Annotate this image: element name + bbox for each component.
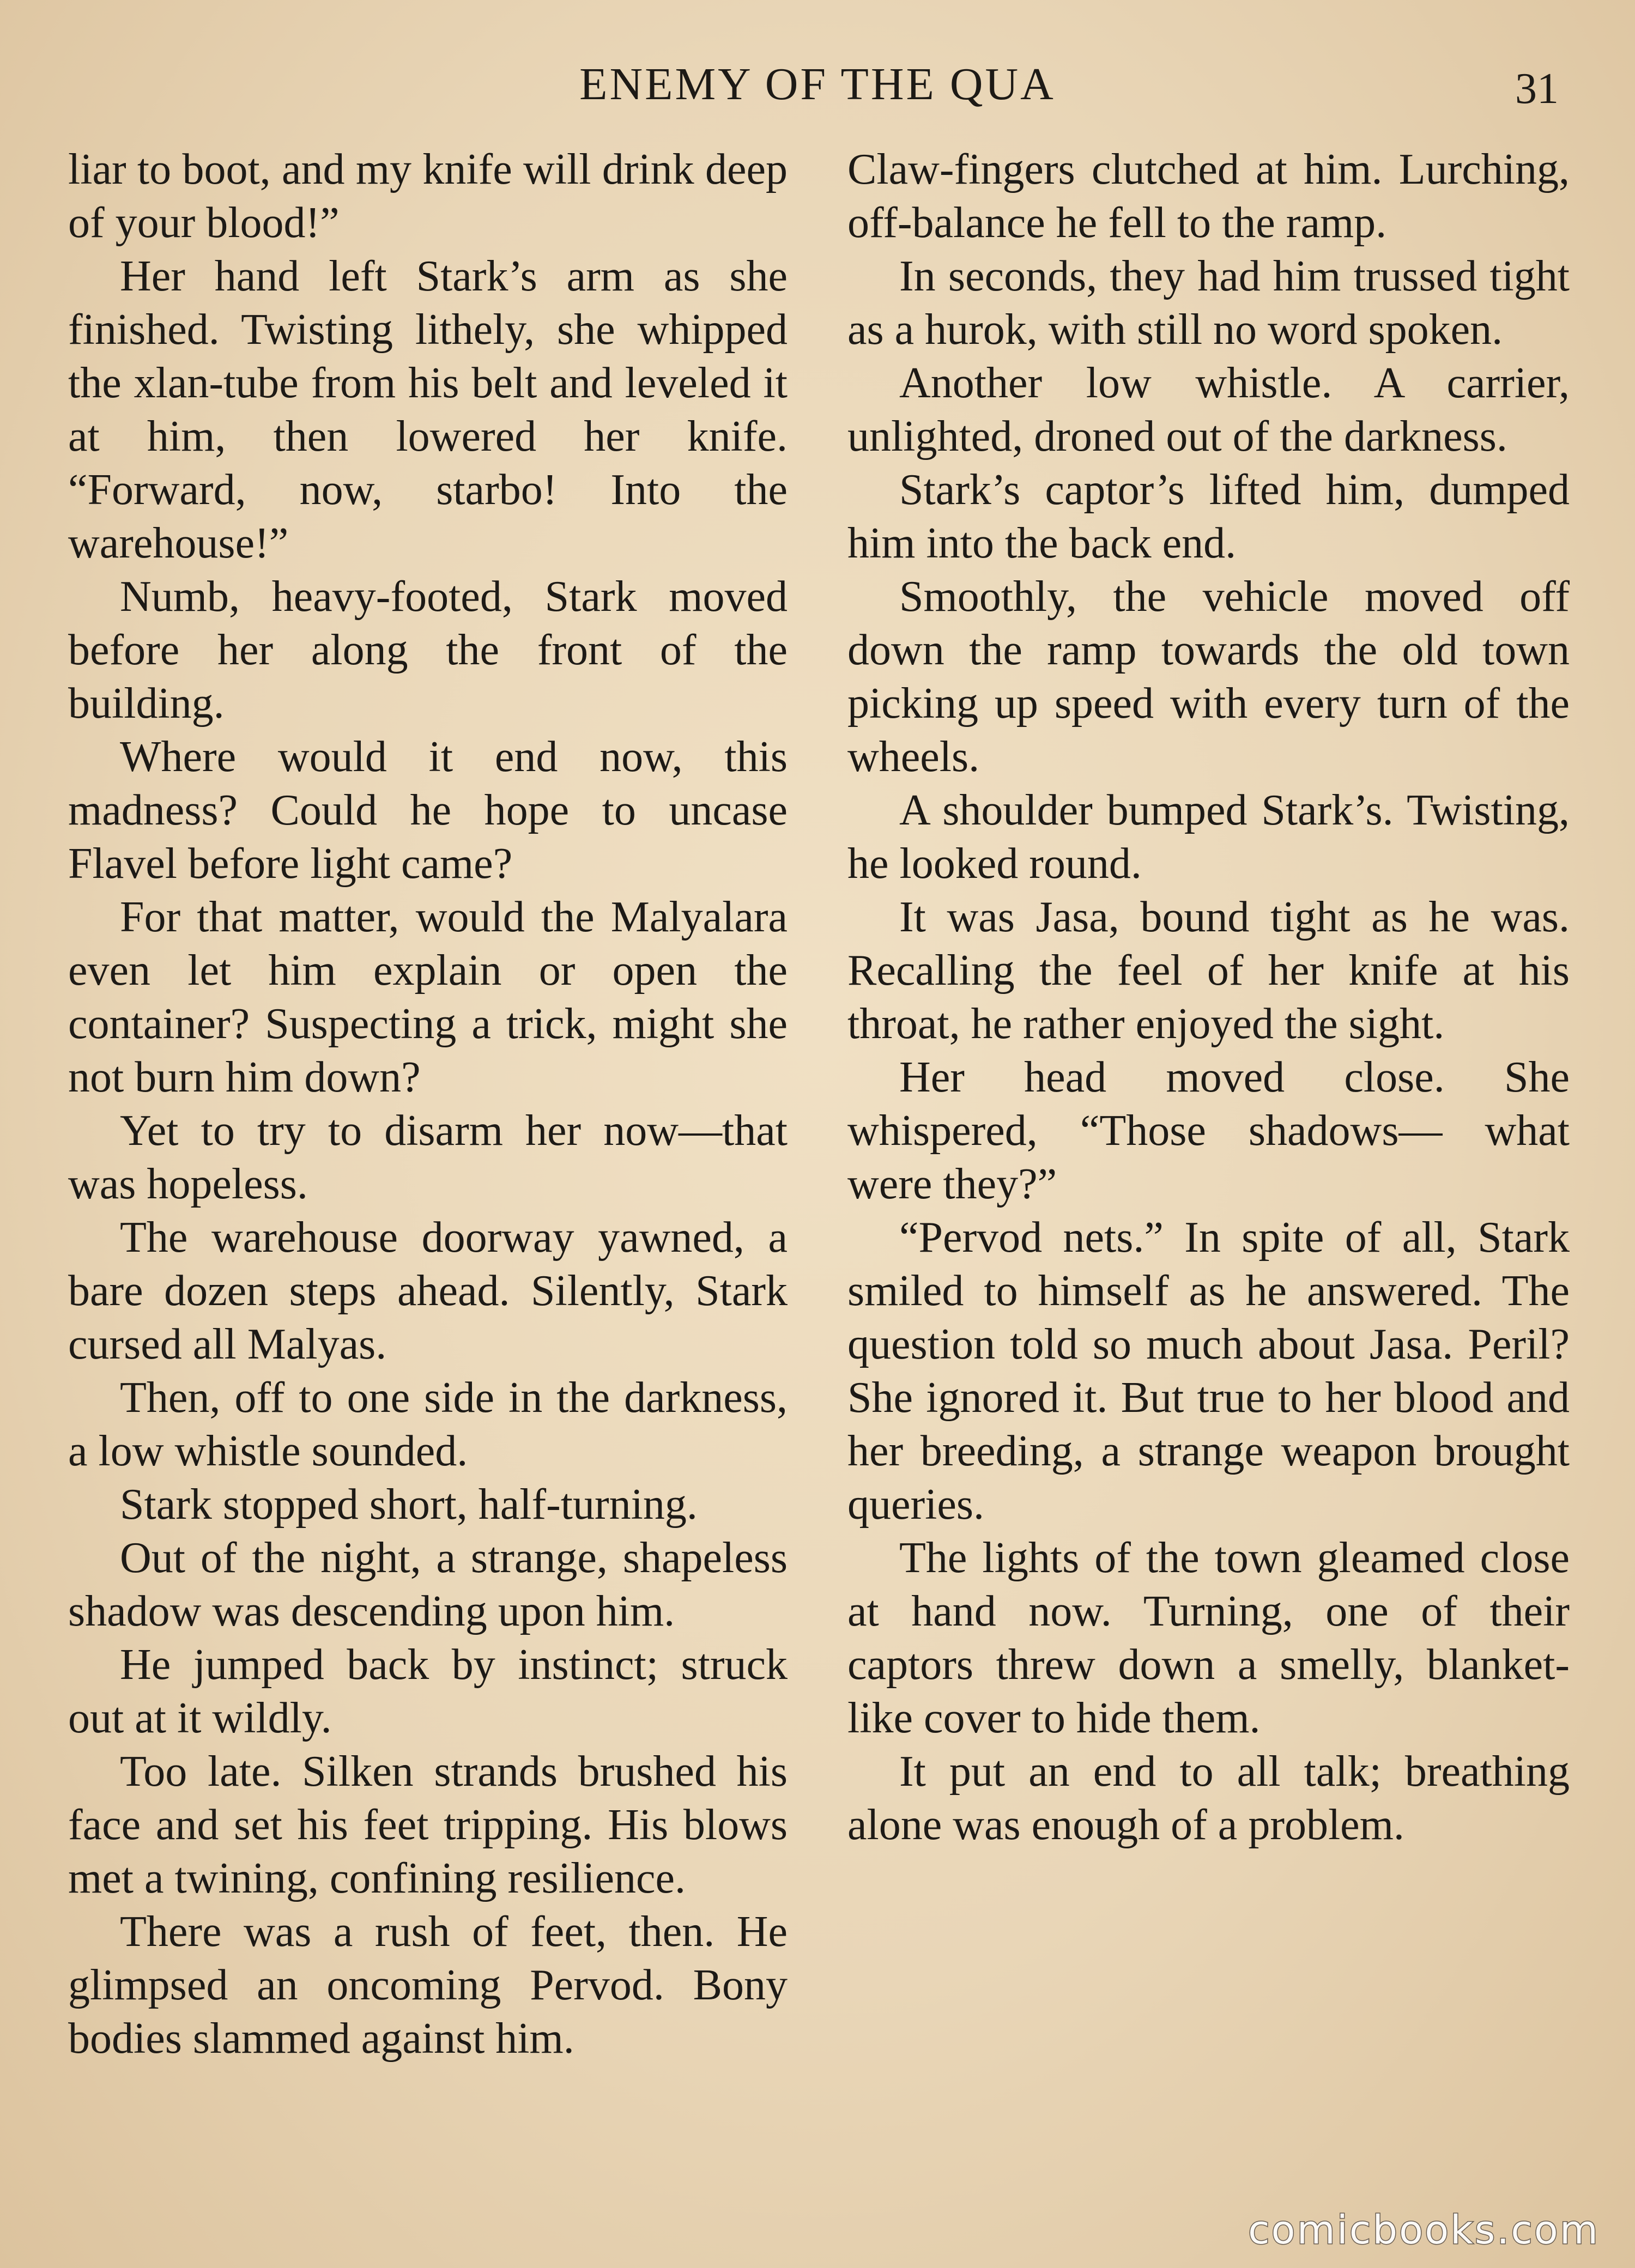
- paragraph: Stark stopped short, half-turning.: [120, 1481, 698, 1529]
- paragraph: Then, off to one side in the darkness, a low whistle sounded.: [68, 1374, 788, 1475]
- paragraph: It put an end to all talk; breathing alone was enough of a problem.: [847, 1748, 1570, 1849]
- paragraph: liar to boot, and my knife will drink deep of your blood!”: [68, 145, 788, 247]
- right-column: [847, 143, 1570, 1852]
- paragraph: Another low whistle. A carrier, unlighted, droned out of the darkness.: [847, 359, 1570, 460]
- paragraph: Stark’s captor’s lifted him, dumped him into the back end.: [847, 466, 1570, 567]
- left-column: [68, 143, 788, 2065]
- paragraph: A shoulder bumped Stark’s. Twisting, he looked round.: [847, 786, 1570, 888]
- paragraph: Numb, heavy-footed, Stark moved before her along the front of the building.: [68, 573, 788, 727]
- paragraph: Out of the night, a strange, shapeless shadow was descending upon him.: [68, 1534, 788, 1635]
- page-number: 31: [1515, 65, 1559, 113]
- paragraph: Yet to try to disarm her now—that was hopeless.: [68, 1107, 788, 1208]
- paragraph: Smoothly, the vehicle moved off down the ramp towards the old town picking up speed with every turn of the wheels.: [847, 573, 1570, 781]
- paragraph: In seconds, they had him trussed tight as a hurok, with still no word spoken.: [847, 252, 1570, 354]
- page-header: [0, 52, 1635, 112]
- paragraph: The lights of the town gleamed close at hand now. Turning, one of their captors threw down a smelly, blanket-like cover to hide them.: [847, 1534, 1570, 1742]
- paragraph: He jumped back by instinct; struck out at it wildly.: [68, 1641, 788, 1742]
- running-title: ENEMY OF THE QUA: [579, 59, 1056, 110]
- paragraph: Where would it end now, this madness? Could he hope to uncase Flavel before light came?: [68, 733, 788, 888]
- site-watermark: comicbooks.com: [1248, 2207, 1600, 2253]
- paragraph: Too late. Silken strands brushed his face and set his feet tripping. His blows met a twining, confining resilience.: [68, 1748, 788, 1902]
- paragraph: It was Jasa, bound tight as he was. Recalling the feel of her knife at his throat, he rather enjoyed the sight.: [847, 893, 1570, 1048]
- paragraph: “Pervod nets.” In spite of all, Stark smiled to himself as he answered. The question told so much about Jasa. Peril? She ignored it. But true to her blood and her breeding, a strange weapon brought queries.: [847, 1214, 1570, 1529]
- paragraph: Claw-fingers clutched at him. Lurching, off-balance he fell to the ramp.: [847, 145, 1570, 247]
- paragraph: Her head moved close. She whispered, “Those shadows— what were they?”: [847, 1053, 1570, 1208]
- paragraph: The warehouse doorway yawned, a bare dozen steps ahead. Silently, Stark cursed all Malyas.: [68, 1214, 788, 1368]
- paragraph: For that matter, would the Malyalara even let him explain or open the container? Suspecting a trick, might she not burn him down?: [68, 893, 788, 1101]
- paragraph: Her hand left Stark’s arm as she finished. Twisting lithely, she whipped the xlan-tube from his belt and leveled it at him, then lowered her knife. “Forward, now, starbo! Into the warehouse!”: [68, 252, 788, 567]
- paragraph: There was a rush of feet, then. He glimpsed an oncoming Pervod. Bony bodies slammed against him.: [68, 1908, 788, 2063]
